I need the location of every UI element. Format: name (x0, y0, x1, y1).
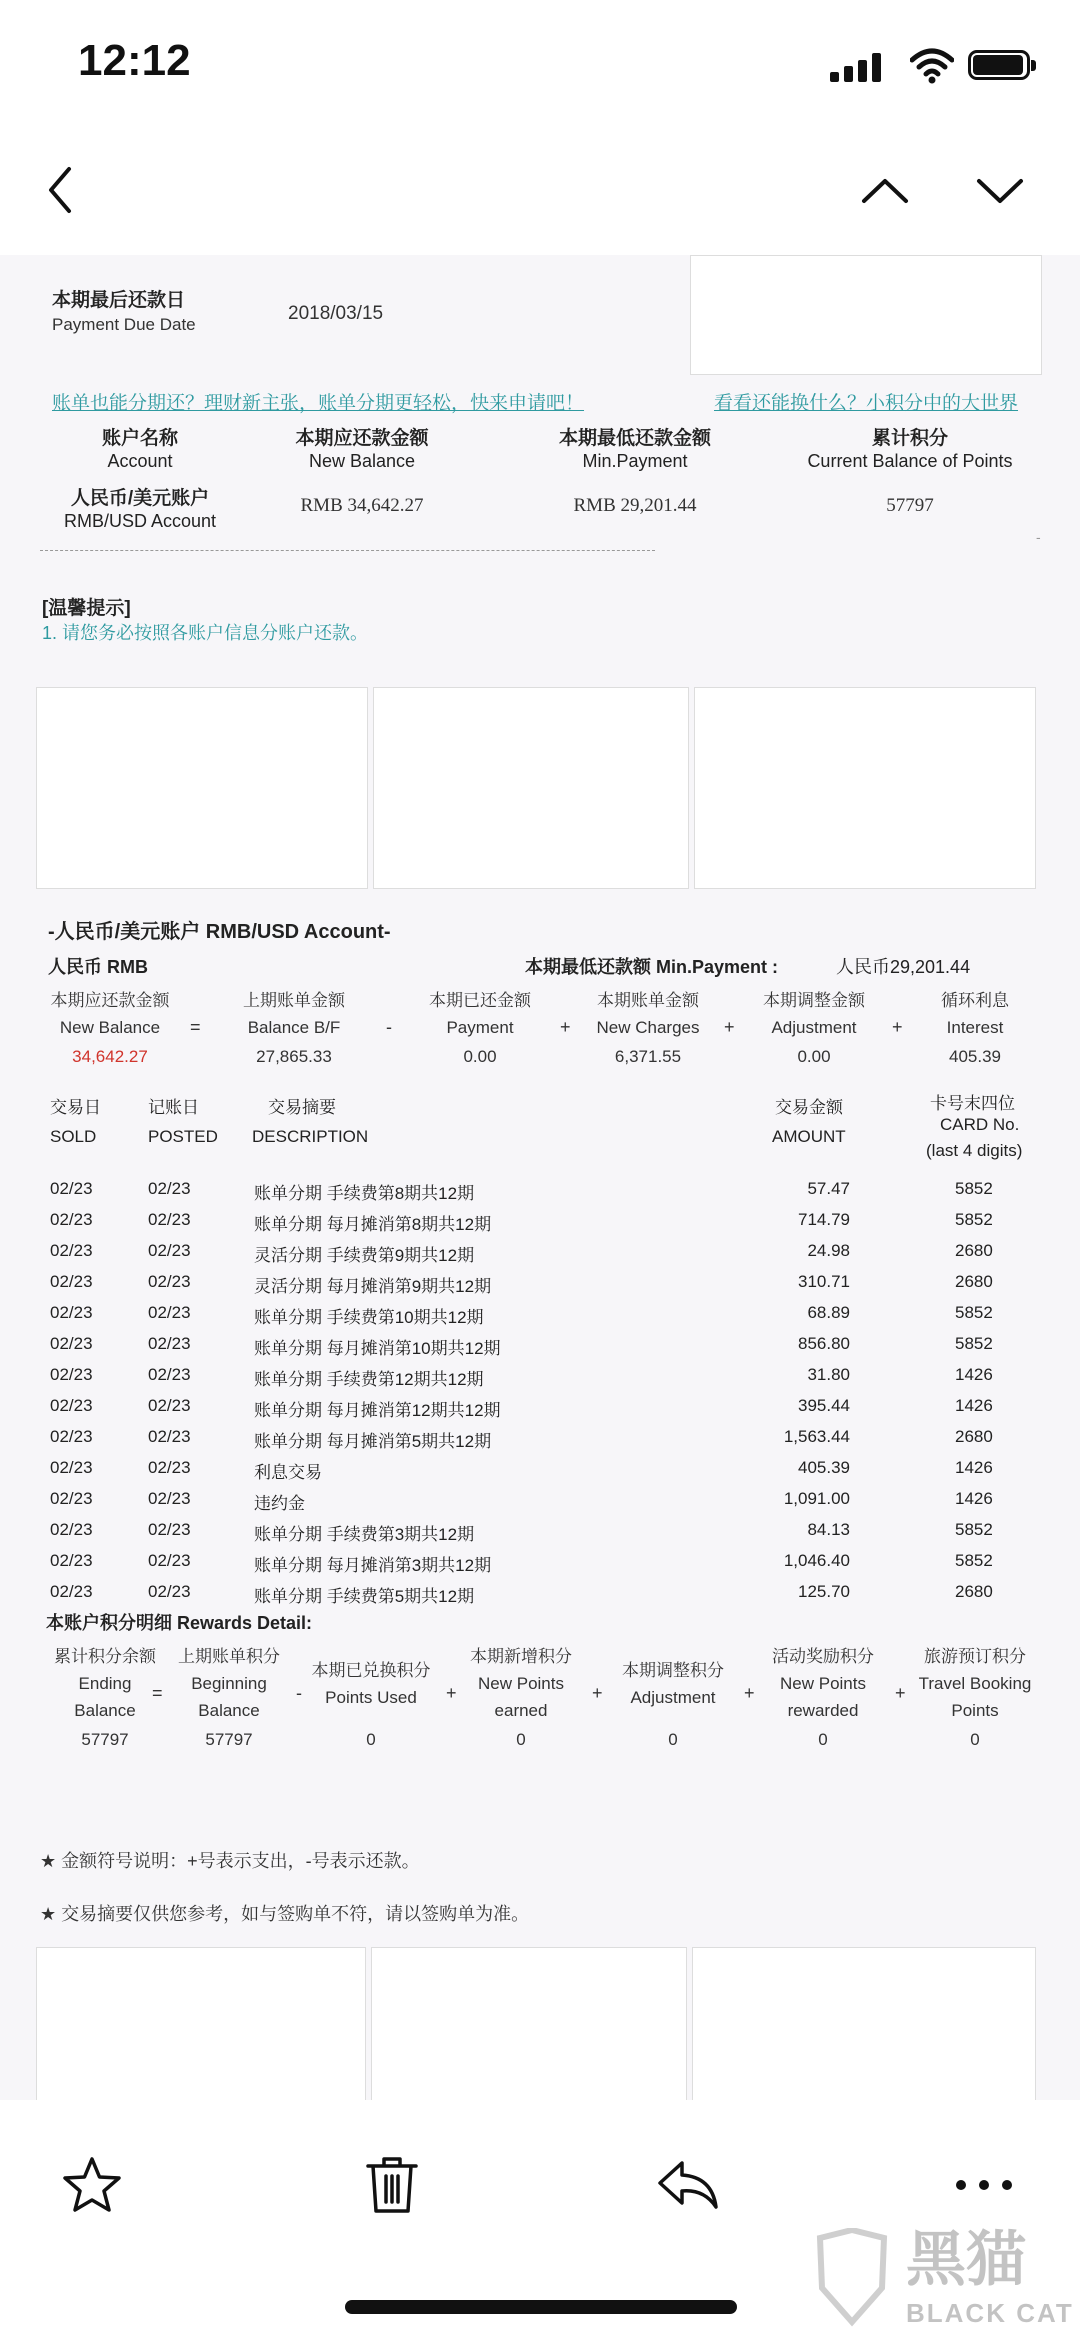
tx-posted: 02/23 (148, 1272, 191, 1291)
tx-amount: 1,091.00 (783, 1489, 850, 1508)
eq-adjustment-value: 0.00 (797, 1047, 831, 1066)
tx-card: 1426 (955, 1458, 993, 1477)
summary-points: 57797 (886, 495, 934, 516)
tx-amount: 125.70 (798, 1582, 850, 1601)
table-row (0, 1272, 1080, 1303)
tx-card: 2680 (955, 1582, 993, 1601)
th-amount-en: AMOUNT (772, 1127, 846, 1146)
tx-sold: 02/23 (50, 1303, 93, 1322)
rewards-label: 上期账单积分 Beginning Balance (178, 1647, 280, 1720)
tx-posted: 02/23 (148, 1303, 191, 1322)
tx-card: 2680 (955, 1427, 993, 1446)
summary-header-points-en: Current Balance of Points (807, 451, 1013, 471)
rewards-operator: + (895, 1683, 906, 1703)
ad-image-placeholder (690, 255, 1042, 375)
reply-icon (656, 2159, 720, 2211)
eq-operator: = (190, 1017, 201, 1037)
tx-amount: 1,563.44 (783, 1427, 850, 1446)
rewards-label: 累计积分余额 Ending Balance (54, 1647, 156, 1720)
tx-card: 5852 (955, 1210, 993, 1229)
tip-body: 1. 请您务必按照各账户信息分账户还款。 (42, 623, 369, 643)
tx-description: 违约金 (254, 1494, 305, 1513)
reply-button[interactable] (648, 2145, 728, 2225)
eq-balance-bf-value: 27,865.33 (256, 1047, 332, 1066)
tx-amount: 31.80 (807, 1365, 850, 1384)
more-icon (954, 2178, 1014, 2192)
tx-description: 账单分期 手续费第5期共12期 (254, 1587, 475, 1606)
tx-card: 1426 (955, 1396, 993, 1415)
account-section-title: -人民币/美元账户 RMB/USD Account- (48, 921, 391, 943)
tx-amount: 714.79 (798, 1210, 850, 1229)
tx-sold: 02/23 (50, 1582, 93, 1601)
tx-description: 灵活分期 手续费第9期共12期 (254, 1246, 475, 1265)
tx-sold: 02/23 (50, 1458, 93, 1477)
table-row (0, 1489, 1080, 1520)
margin-mark: - (1036, 529, 1041, 545)
tx-sold: 02/23 (50, 1427, 93, 1446)
rewards-label: 旅游预订积分 Travel Booking Points (918, 1647, 1032, 1720)
tip-title: [温馨提示] (42, 598, 131, 619)
tx-description: 账单分期 每月摊消第8期共12期 (254, 1215, 492, 1234)
previous-message-button[interactable] (855, 160, 915, 220)
th-card-en-sub: (last 4 digits) (926, 1141, 1023, 1160)
th-desc-cn: 交易摘要 (268, 1098, 336, 1117)
th-desc-en: DESCRIPTION (252, 1127, 369, 1146)
tx-description: 账单分期 手续费第8期共12期 (254, 1184, 475, 1203)
rewards-value: 57797 (81, 1730, 129, 1749)
tx-card: 5852 (955, 1334, 993, 1353)
rewards-operator: + (744, 1683, 755, 1703)
rewards-label: 本期新增积分 New Points earned (470, 1647, 572, 1720)
rewards-value: 0 (366, 1730, 376, 1749)
signal-icon (830, 52, 886, 82)
eq-new-charges-value: 6,371.55 (614, 1047, 682, 1066)
back-chevron-icon (45, 165, 75, 215)
rewards-operator: + (592, 1683, 603, 1703)
summary-min-payment: RMB 29,201.44 (573, 495, 697, 516)
statement-document (0, 255, 1080, 2100)
installment-promo-link[interactable]: 账单也能分期还？理财新主张，账单分期更轻松，快来申请吧！ (52, 393, 585, 414)
summary-header-points-cn: 累计积分 (871, 428, 948, 449)
account-name-cn: 人民币/美元账户 (70, 488, 210, 509)
tx-sold: 02/23 (50, 1241, 93, 1260)
currency-label: 人民币 RMB (48, 957, 148, 977)
due-date-value: 2018/03/15 (288, 303, 384, 324)
tx-sold: 02/23 (50, 1489, 93, 1508)
rewards-value: 0 (970, 1730, 980, 1749)
battery-icon (968, 50, 1038, 82)
tx-amount: 310.71 (798, 1272, 850, 1291)
banner-image-placeholder (371, 1947, 687, 2100)
tx-description: 账单分期 每月摊消第3期共12期 (254, 1556, 492, 1575)
banner-image-placeholder (36, 687, 368, 889)
table-row (0, 1427, 1080, 1458)
tx-sold: 02/23 (50, 1520, 93, 1539)
banner-image-placeholder (373, 687, 689, 889)
rewards-label: 活动奖励积分 New Points rewarded (772, 1647, 874, 1720)
min-payment-label: 本期最低还款额 Min.Payment : (525, 957, 779, 977)
tx-card: 5852 (955, 1551, 993, 1570)
tx-description: 账单分期 手续费第12期共12期 (254, 1370, 484, 1389)
min-payment-value: 人民币29,201.44 (836, 957, 971, 977)
tx-posted: 02/23 (148, 1179, 191, 1198)
eq-new-charges-label: 本期账单金额 New Charges (596, 991, 700, 1037)
tx-posted: 02/23 (148, 1582, 191, 1601)
summary-header-min-payment-en: Min.Payment (582, 451, 688, 471)
summary-new-balance: RMB 34,642.27 (300, 495, 424, 516)
trash-icon (364, 2154, 420, 2216)
summary-header-account-en: Account (107, 451, 173, 471)
watermark-text-cn: 黑猫 (906, 2226, 1026, 2293)
tx-posted: 02/23 (148, 1427, 191, 1446)
banner-image-placeholder (692, 1947, 1036, 2100)
more-button[interactable] (944, 2145, 1024, 2225)
table-row (0, 1334, 1080, 1365)
summary-header-min-payment-cn: 本期最低还款金额 (558, 428, 711, 449)
watermark-text-en: BLACK CAT (906, 2298, 1074, 2328)
eq-new-balance-label: 本期应还款金额 New Balance (50, 991, 170, 1037)
th-posted-en: POSTED (148, 1127, 218, 1146)
tx-card: 5852 (955, 1179, 993, 1198)
eq-new-balance-value: 34,642.27 (72, 1047, 148, 1066)
eq-interest-label: 循环利息 Interest (941, 991, 1009, 1037)
star-icon (62, 2155, 122, 2215)
th-posted-cn: 记账日 (148, 1098, 199, 1117)
tx-amount: 395.44 (798, 1396, 850, 1415)
rewards-operator: = (152, 1683, 163, 1703)
status-time: 12:12 (78, 36, 191, 85)
eq-payment-label: 本期已还金额 Payment (429, 991, 531, 1037)
banner-image-placeholder (694, 687, 1036, 889)
th-card-cn: 卡号末四位 (930, 1094, 1015, 1113)
banner-image-placeholder (36, 1947, 366, 2100)
tx-posted: 02/23 (148, 1396, 191, 1415)
tx-sold: 02/23 (50, 1396, 93, 1415)
eq-operator: + (724, 1017, 735, 1037)
tx-amount: 84.13 (807, 1520, 850, 1539)
tx-description: 利息交易 (254, 1463, 322, 1482)
th-sold-cn: 交易日 (50, 1098, 101, 1117)
tx-description: 账单分期 每月摊消第5期共12期 (254, 1432, 492, 1451)
home-indicator[interactable] (345, 2300, 737, 2314)
tx-card: 1426 (955, 1365, 993, 1384)
back-button[interactable] (30, 160, 90, 220)
note-sign: ★ 金额符号说明：+号表示支出，-号表示还款。 (40, 1851, 420, 1871)
note-desc: ★ 交易摘要仅供您参考，如与签购单不符，请以签购单为准。 (40, 1904, 530, 1924)
tx-posted: 02/23 (148, 1489, 191, 1508)
tx-sold: 02/23 (50, 1179, 93, 1198)
rewards-value: 57797 (205, 1730, 253, 1749)
rewards-value: 0 (516, 1730, 526, 1749)
table-row (0, 1365, 1080, 1396)
tx-sold: 02/23 (50, 1210, 93, 1229)
blackcat-watermark (808, 2220, 1080, 2339)
table-row (0, 1241, 1080, 1272)
eq-balance-bf-label: 上期账单金额 Balance B/F (243, 991, 345, 1037)
eq-payment-value: 0.00 (463, 1047, 497, 1066)
table-row (0, 1458, 1080, 1489)
status-bar (0, 0, 1080, 130)
tx-description: 账单分期 每月摊消第12期共12期 (254, 1401, 501, 1420)
rewards-operator: - (296, 1683, 302, 1703)
tx-posted: 02/23 (148, 1551, 191, 1570)
tx-posted: 02/23 (148, 1210, 191, 1229)
divider (40, 550, 655, 551)
tx-sold: 02/23 (50, 1272, 93, 1291)
delete-button[interactable] (352, 2145, 432, 2225)
flag-button[interactable] (52, 2145, 132, 2225)
rewards-value: 0 (668, 1730, 678, 1749)
th-amount-cn: 交易金额 (775, 1098, 843, 1117)
account-name-en: RMB/USD Account (63, 511, 217, 531)
due-date-label-cn: 本期最后还款日 (52, 290, 186, 311)
tx-card: 2680 (955, 1272, 993, 1291)
tx-posted: 02/23 (148, 1241, 191, 1260)
rewards-label: 本期已兑换积分 Points Used (311, 1661, 431, 1707)
table-row (0, 1179, 1080, 1210)
next-message-button[interactable] (970, 160, 1030, 220)
th-card-en: CARD No. (940, 1115, 1020, 1134)
table-row (0, 1210, 1080, 1241)
tx-card: 5852 (955, 1520, 993, 1539)
eq-interest-value: 405.39 (949, 1047, 1001, 1066)
tx-amount: 68.89 (807, 1303, 850, 1322)
tx-sold: 02/23 (50, 1365, 93, 1384)
table-row (0, 1520, 1080, 1551)
nav-bar (0, 130, 1080, 255)
tx-sold: 02/23 (50, 1551, 93, 1570)
down-chevron-icon (975, 175, 1025, 205)
tx-description: 账单分期 手续费第3期共12期 (254, 1525, 475, 1544)
due-date-label-en: Payment Due Date (52, 315, 196, 334)
summary-header-new-balance-cn: 本期应还款金额 (295, 428, 429, 449)
summary-header-account-cn: 账户名称 (101, 428, 178, 449)
tx-amount: 1,046.40 (783, 1551, 850, 1570)
tx-amount: 405.39 (798, 1458, 850, 1477)
summary-header-new-balance-en: New Balance (308, 451, 416, 471)
tx-card: 5852 (955, 1303, 993, 1322)
tx-description: 灵活分期 每月摊消第9期共12期 (254, 1277, 492, 1296)
eq-operator: + (892, 1017, 903, 1037)
tx-description: 账单分期 手续费第10期共12期 (254, 1308, 484, 1327)
up-chevron-icon (860, 175, 910, 205)
tx-amount: 856.80 (798, 1334, 850, 1353)
wifi-icon (910, 48, 954, 84)
eq-operator: - (386, 1017, 392, 1037)
tx-amount: 57.47 (807, 1179, 850, 1198)
table-row (0, 1303, 1080, 1334)
rewards-title: 本账户积分明细 Rewards Detail: (46, 1613, 313, 1633)
tx-description: 账单分期 每月摊消第10期共12期 (254, 1339, 501, 1358)
tx-posted: 02/23 (148, 1458, 191, 1477)
tx-card: 2680 (955, 1241, 993, 1260)
table-row (0, 1396, 1080, 1427)
points-promo-link[interactable]: 看看还能换什么？小积分中的大世界 (714, 393, 1019, 414)
rewards-value: 0 (818, 1730, 828, 1749)
eq-adjustment-label: 本期调整金额 Adjustment (763, 991, 865, 1037)
table-row (0, 1551, 1080, 1582)
th-sold-en: SOLD (50, 1127, 97, 1146)
rewards-label: 本期调整积分 Adjustment (622, 1661, 724, 1707)
tx-amount: 24.98 (807, 1241, 850, 1260)
tx-posted: 02/23 (148, 1520, 191, 1539)
tx-sold: 02/23 (50, 1334, 93, 1353)
tx-posted: 02/23 (148, 1334, 191, 1353)
eq-operator: + (560, 1017, 571, 1037)
tx-posted: 02/23 (148, 1365, 191, 1384)
tx-card: 1426 (955, 1489, 993, 1508)
rewards-operator: + (446, 1683, 457, 1703)
